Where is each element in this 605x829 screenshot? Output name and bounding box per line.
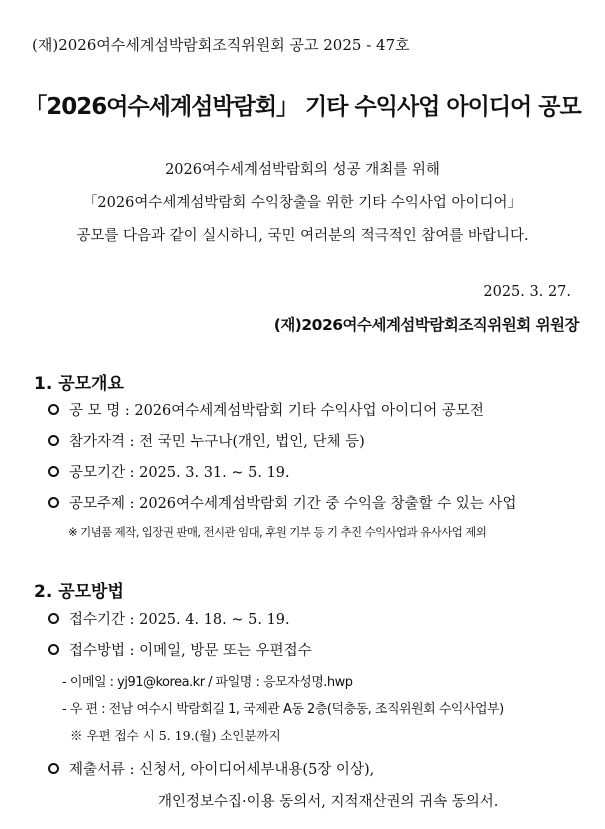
- notice-date: 2025. 3. 27.: [483, 284, 571, 300]
- intro-line-1: 2026여수세계섬박람회의 성공 개최를 위해: [165, 162, 440, 178]
- section-heading-method: 2. 공모방법: [34, 582, 124, 602]
- bullet-circle-icon: [48, 497, 59, 508]
- bullet-circle-icon: [48, 644, 59, 655]
- list-item: [48, 399, 484, 420]
- list-item: [48, 492, 516, 513]
- required-documents-continued: 개인정보수집·이용 동의서, 지적재산권의 귀속 동의서.: [158, 794, 499, 810]
- intro-line-2: 「2026여수세계섬박람회 수익창출을 위한 기타 수익사업 아이디어」: [82, 195, 523, 211]
- list-item: [48, 461, 290, 482]
- submission-period: 접수기간 : 2025. 4. 18. ~ 5. 19.: [69, 612, 290, 628]
- required-documents: 제출서류 : 신청서, 아이디어세부내용(5장 이상),: [69, 762, 375, 778]
- mail-info: - 우 편 : 전남 여수시 박람회길 1, 국제관 A동 2층(덕충동, 조직위원회 수익사업부): [62, 702, 504, 717]
- list-item: [48, 608, 290, 629]
- eligibility: 참가자격 : 전 국민 누구나(개인, 법인, 단체 등): [69, 434, 365, 450]
- email-info: - 이메일 : yj91@korea.kr / 파일명 : 응모자성명.hwp: [62, 675, 353, 690]
- mail-note: ※ 우편 접수 시 5. 19.(월) 소인분까지: [70, 728, 281, 743]
- bullet-circle-icon: [48, 763, 59, 774]
- bullet-circle-icon: [48, 613, 59, 624]
- exclusion-note: ※ 기념품 제작, 입장권 판매, 전시관 임대, 후원 기부 등 기 추진 수익사업과 유사사업 제외: [68, 525, 487, 539]
- section-heading-overview: 1. 공모개요: [34, 374, 124, 394]
- bullet-circle-icon: [48, 466, 59, 477]
- issuer-org: (재)2026여수세계섬박람회조직위원회 위원장: [273, 316, 579, 334]
- list-item: [48, 430, 365, 451]
- bullet-circle-icon: [48, 435, 59, 446]
- list-item: [48, 758, 374, 779]
- submission-method: 접수방법 : 이메일, 방문 또는 우편접수: [69, 643, 312, 659]
- page-title: 「2026여수세계섬박람회」 기타 수익사업 아이디어 공모: [24, 94, 581, 120]
- intro-line-3: 공모를 다음과 같이 실시하니, 국민 여러분의 적극적인 참여를 바랍니다.: [76, 228, 529, 244]
- contest-theme: 공모주제 : 2026여수세계섬박람회 기간 중 수익을 창출할 수 있는 사업: [69, 496, 517, 512]
- bullet-circle-icon: [48, 404, 59, 415]
- list-item: [48, 639, 312, 660]
- contest-name: 공 모 명 : 2026여수세계섬박람회 기타 수익사업 아이디어 공모전: [69, 403, 484, 419]
- notice-number: (재)2026여수세계섬박람회조직위원회 공고 2025 - 47호: [32, 36, 410, 54]
- contest-period: 공모기간 : 2025. 3. 31. ~ 5. 19.: [69, 465, 290, 481]
